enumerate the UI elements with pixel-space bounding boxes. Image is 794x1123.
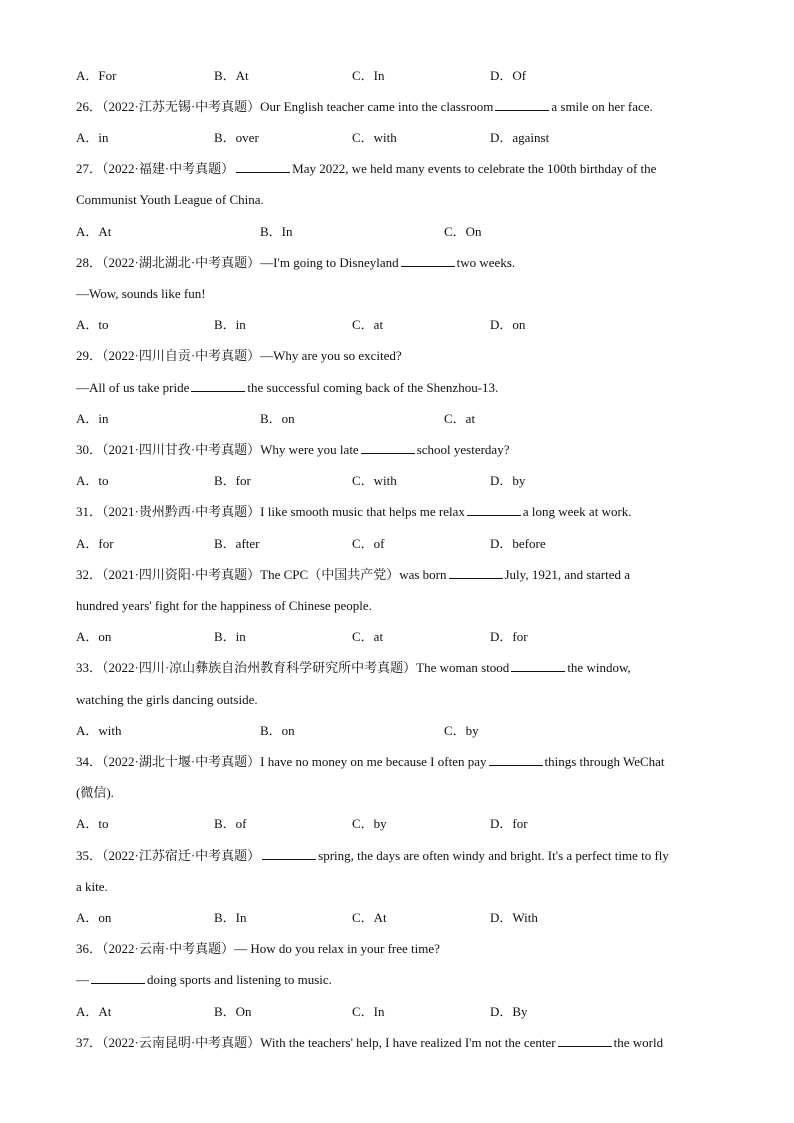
q26-options: [76, 129, 736, 147]
q29-option-c: C．at: [444, 411, 476, 426]
q36-stem-start: —: [76, 972, 89, 987]
q37-stem-start: 37．（2022·云南昆明·中考真题）With the teachers' help, I have realized I'm not the center: [76, 1035, 556, 1050]
q26-option-d: D．against: [490, 130, 550, 145]
q36-option-d: D．By: [490, 1004, 528, 1019]
q36-blank: [91, 971, 145, 984]
q25-option-b: B．At: [214, 68, 249, 83]
q27-stem-line2: Communist Youth League of China.: [76, 192, 264, 207]
q34-stem-start: 34．（2022·湖北十堰·中考真题）I have no money on me because I often pay: [76, 754, 487, 769]
q26-stem: [76, 98, 653, 116]
q27-option-a: A．At: [76, 224, 112, 239]
q35-stem-end: spring, the days are often windy and bright. It's a perfect time to fly: [318, 848, 669, 863]
q30-option-a: A．to: [76, 473, 109, 488]
q27-option-c: C．On: [444, 224, 482, 239]
q36-option-c: C．In: [352, 1004, 385, 1019]
q37-stem-end: the world: [613, 1035, 664, 1050]
q28-blank: [401, 254, 455, 267]
q28-stem-line2: —Wow, sounds like fun!: [76, 286, 206, 301]
q26-blank: [495, 98, 549, 111]
q35-stem-start: 35．（2022·江苏宿迁·中考真题）: [76, 848, 261, 863]
q32-option-b: B．in: [214, 629, 246, 644]
q34-option-a: A．to: [76, 816, 109, 831]
q28-option-b: B．in: [214, 317, 246, 332]
q27-stem-start: 27．（2022·福建·中考真题）: [76, 161, 235, 176]
q28-option-c: C．at: [352, 317, 384, 332]
q34-option-c: C．by: [352, 816, 387, 831]
q28-option-a: A．to: [76, 317, 109, 332]
q32-option-c: C．at: [352, 629, 384, 644]
q36-options: [76, 1003, 736, 1021]
q32-stem-start: 32．（2021·四川资阳·中考真题）The CPC（中国共产党）was born: [76, 567, 447, 582]
q32-stem-line2: hundred years' fight for the happiness of Chinese people.: [76, 598, 372, 613]
q37-blank: [558, 1034, 612, 1047]
q26-option-a: A．in: [76, 130, 109, 145]
q32-stem-end: July, 1921, and started a: [504, 567, 631, 582]
q36-stem: 36．（2022·云南·中考真题）— How do you relax in your free time?: [76, 941, 440, 956]
q33-stem: [76, 659, 631, 677]
q31-stem: [76, 503, 632, 521]
q27-blank: [236, 160, 290, 173]
q31-stem-end: a long week at work.: [522, 504, 632, 519]
q29-stem: 29．（2022·四川自贡·中考真题）—Why are you so excited?: [76, 348, 402, 363]
q34-option-d: D．for: [490, 816, 528, 831]
q33-options: [76, 722, 736, 740]
q25-options: [76, 67, 736, 85]
q33-stem-end: the window,: [567, 660, 631, 675]
q32-option-d: D．for: [490, 629, 528, 644]
q29-stem-start: —All of us take pride: [76, 380, 190, 395]
q27-options: [76, 223, 736, 241]
q35-stem: [76, 847, 669, 865]
q33-option-b: B．on: [260, 723, 295, 738]
q32-option-a: A．on: [76, 629, 112, 644]
q26-stem-start: 26．（2022·江苏无锡·中考真题）Our English teacher came into the classroom: [76, 99, 494, 114]
q29-option-a: A．in: [76, 411, 109, 426]
q32-stem: [76, 566, 630, 584]
q32-blank: [449, 566, 503, 579]
q31-blank: [467, 503, 521, 516]
q31-option-c: C．of: [352, 536, 385, 551]
q29-stem-end: the successful coming back of the Shenzhou-13.: [247, 380, 499, 395]
q28-option-d: D．on: [490, 317, 526, 332]
q30-option-d: D．by: [490, 473, 526, 488]
q29-option-b: B．on: [260, 411, 295, 426]
q30-options: [76, 472, 736, 490]
q28-stem-start: 28．（2022·湖北湖北·中考真题）—I'm going to Disneyland: [76, 255, 399, 270]
q33-option-a: A．with: [76, 723, 122, 738]
q33-blank: [511, 659, 565, 672]
q28-options: [76, 316, 736, 334]
q28-stem: [76, 254, 515, 272]
q26-option-b: B．over: [214, 130, 259, 145]
q30-option-c: C．with: [352, 473, 397, 488]
q36-stem-end: doing sports and listening to music.: [147, 972, 332, 987]
q33-option-c: C．by: [444, 723, 479, 738]
q31-options: [76, 535, 736, 553]
q30-blank: [361, 441, 415, 454]
q36-stem-line2: [76, 971, 332, 989]
q28-stem-end: two weeks.: [456, 255, 516, 270]
q33-stem-line2: watching the girls dancing outside.: [76, 692, 258, 707]
q34-stem-end: things through WeChat: [544, 754, 665, 769]
q31-option-b: B．after: [214, 536, 260, 551]
q29-blank: [191, 379, 245, 392]
q35-option-d: D．With: [490, 910, 538, 925]
q25-option-a: A．For: [76, 68, 117, 83]
q35-option-c: C．At: [352, 910, 387, 925]
q35-option-b: B．In: [214, 910, 247, 925]
q30-option-b: B．for: [214, 473, 251, 488]
q26-option-c: C．with: [352, 130, 397, 145]
q35-option-a: A．on: [76, 910, 112, 925]
q27-option-b: B．In: [260, 224, 293, 239]
q31-option-a: A．for: [76, 536, 114, 551]
q35-stem-line2: a kite.: [76, 879, 108, 894]
q29-stem-line2: [76, 379, 498, 397]
q35-options: [76, 909, 736, 927]
q27-stem-end: May 2022, we held many events to celebrate the 100th birthday of the: [292, 161, 657, 176]
q35-blank: [262, 847, 316, 860]
q32-options: [76, 628, 736, 646]
q34-options: [76, 815, 736, 833]
q25-option-d: D．Of: [490, 68, 527, 83]
q29-options: [76, 410, 736, 428]
q33-stem-start: 33．（2022·四川·凉山彝族自治州教育科学研究所中考真题）The woman stood: [76, 660, 510, 675]
q34-stem-line2: (微信).: [76, 785, 114, 800]
q31-option-d: D．before: [490, 536, 546, 551]
q36-option-a: A．At: [76, 1004, 112, 1019]
q25-option-c: C．In: [352, 68, 385, 83]
q34-stem: [76, 753, 665, 771]
q34-option-b: B．of: [214, 816, 247, 831]
q34-blank: [489, 753, 543, 766]
q30-stem-end: school yesterday?: [416, 442, 510, 457]
q31-stem-start: 31．（2021·贵州黔西·中考真题）I like smooth music that helps me relax: [76, 504, 465, 519]
q36-option-b: B．On: [214, 1004, 252, 1019]
q27-stem: [76, 160, 656, 178]
q30-stem-start: 30．（2021·四川甘孜·中考真题）Why were you late: [76, 442, 359, 457]
q30-stem: [76, 441, 509, 459]
q26-stem-end: a smile on her face.: [551, 99, 653, 114]
q37-stem: [76, 1034, 663, 1052]
